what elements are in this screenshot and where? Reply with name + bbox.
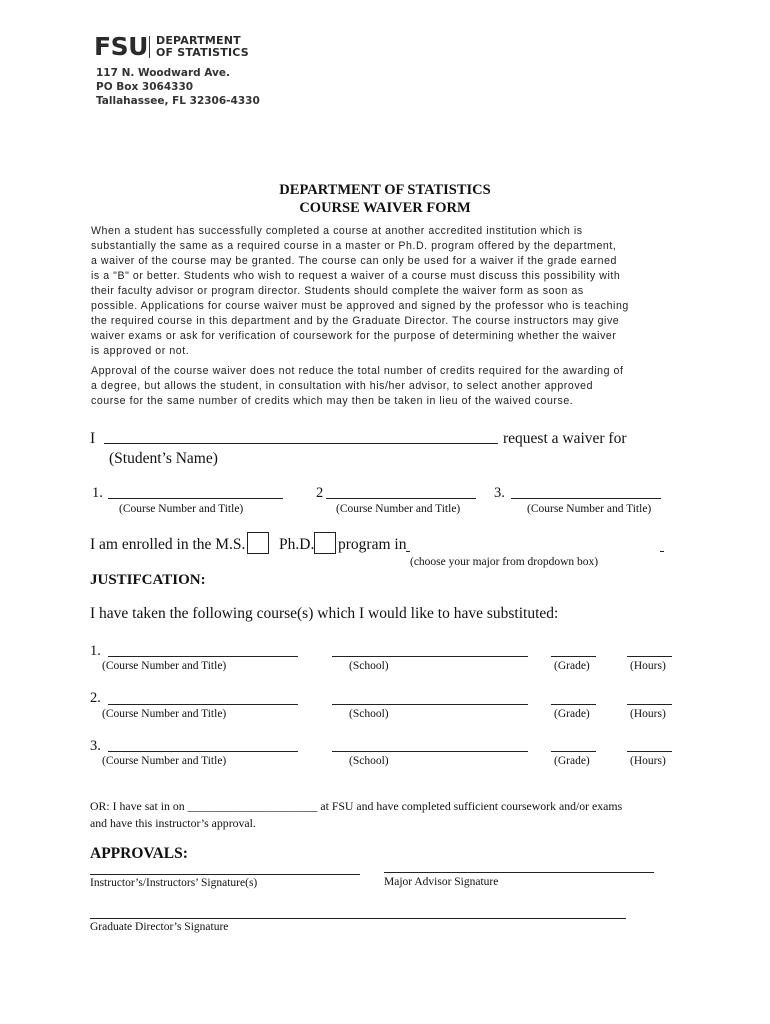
sub-grade-field-2[interactable] xyxy=(551,704,596,705)
intro-line: their faculty advisor or program director. Students should complete the waiver form as soon as xyxy=(91,285,584,297)
sub-hours-caption: (Hours) xyxy=(630,708,666,720)
fsu-logo: FSU xyxy=(94,32,148,61)
intro-line: is approved or not. xyxy=(91,345,190,357)
sub-number-1: 1. xyxy=(90,643,101,659)
major-dropdown-left[interactable] xyxy=(406,551,410,552)
form-title-2: COURSE WAIVER FORM xyxy=(299,200,471,216)
or-statement-line-2: and have this instructor’s approval. xyxy=(90,816,256,830)
logo-dept-line1: DEPARTMENT xyxy=(156,34,241,47)
intro-line: possible. Applications for course waiver must be approved and signed by the professor who is teaching xyxy=(91,300,629,312)
approval-line: Approval of the course waiver does not reduce the total number of credits required for the awarding of xyxy=(91,365,624,377)
sub-grade-field-3[interactable] xyxy=(551,751,596,752)
sub-school-field-2[interactable] xyxy=(332,704,528,705)
address-line-3: Tallahassee, FL 32306-4330 xyxy=(96,95,260,107)
student-name-caption: (Student’s Name) xyxy=(109,450,218,467)
sub-school-caption: (School) xyxy=(349,755,389,767)
form-title-1: DEPARTMENT OF STATISTICS xyxy=(279,182,491,198)
sub-hours-field-3[interactable] xyxy=(627,751,672,752)
request-suffix: request a waiver for xyxy=(503,430,627,447)
sub-school-caption: (School) xyxy=(349,660,389,672)
address-line-1: 117 N. Woodward Ave. xyxy=(96,67,230,79)
logo-department xyxy=(156,35,249,59)
sub-hours-field-1[interactable] xyxy=(627,656,672,657)
justification-heading: JUSTIFCATION: xyxy=(90,572,206,588)
sub-grade-caption: (Grade) xyxy=(554,660,590,672)
course-field-2[interactable] xyxy=(326,498,476,499)
intro-line: When a student has successfully completed a course at another accredited institution which is xyxy=(91,225,583,237)
intro-line: is a "B" or better. Students who wish to request a waiver of a course must discuss this possibility with xyxy=(91,270,621,282)
sub-grade-field-1[interactable] xyxy=(551,656,596,657)
course-field-1[interactable] xyxy=(108,498,283,499)
instructor-signature-label: Instructor’s/Instructors’ Signature(s) xyxy=(90,877,258,889)
sub-number-3: 3. xyxy=(90,738,101,754)
phd-label: Ph.D. xyxy=(279,536,315,553)
approval-paragraph xyxy=(91,364,681,409)
sub-school-caption: (School) xyxy=(349,708,389,720)
sub-hours-field-2[interactable] xyxy=(627,704,672,705)
major-dropdown-caption: (choose your major from dropdown box) xyxy=(410,556,599,568)
advisor-signature-field[interactable] xyxy=(384,872,654,873)
intro-line: the required course in this department and by the Graduate Director. The course instructors may give xyxy=(91,315,620,327)
course-number-1: 1. xyxy=(92,485,103,501)
sub-course-caption: (Course Number and Title) xyxy=(102,660,227,672)
program-label: program in xyxy=(338,536,407,553)
course-number-2: 2 xyxy=(316,485,324,501)
sub-course-caption: (Course Number and Title) xyxy=(102,755,227,767)
course-caption-3: (Course Number and Title) xyxy=(527,503,652,515)
ms-checkbox[interactable] xyxy=(247,532,269,554)
sub-school-field-3[interactable] xyxy=(332,751,528,752)
sub-grade-caption: (Grade) xyxy=(554,708,590,720)
sub-school-field-1[interactable] xyxy=(332,656,528,657)
director-signature-field[interactable] xyxy=(90,918,626,919)
course-field-3[interactable] xyxy=(511,498,661,499)
address-line-2: PO Box 3064330 xyxy=(96,81,194,93)
sub-hours-caption: (Hours) xyxy=(630,660,666,672)
major-dropdown-right[interactable] xyxy=(660,551,664,552)
enroll-prefix: I am enrolled in the M.S. xyxy=(90,536,246,553)
approval-line: course for the same number of credits which may then be taken in lieu of the waived course. xyxy=(91,395,574,407)
course-caption-2: (Course Number and Title) xyxy=(336,503,461,515)
intro-line: substantially the same as a required course in a master or Ph.D. program offered by the department, xyxy=(91,240,617,252)
intro-line: waiver exams or ask for verification of coursework for the purpose of determining whether the waiver xyxy=(91,330,617,342)
instructor-signature-field[interactable] xyxy=(90,874,360,875)
sub-hours-caption: (Hours) xyxy=(630,755,666,767)
or-statement-line-1: OR: I have sat in on ______________________ at FSU and have completed sufficient coursework and/or exams xyxy=(90,799,623,813)
approval-line: a degree, but allows the student, in consultation with his/her advisor, to select another approved xyxy=(91,380,594,392)
phd-checkbox[interactable] xyxy=(314,532,336,554)
course-caption-1: (Course Number and Title) xyxy=(119,503,244,515)
taken-text: I have taken the following course(s) which I would like to have substituted: xyxy=(90,605,559,622)
sub-course-field-2[interactable] xyxy=(108,704,298,705)
student-name-field[interactable] xyxy=(104,443,498,444)
director-signature-label: Graduate Director’s Signature xyxy=(90,921,229,933)
logo-divider xyxy=(149,36,150,58)
logo-dept-line2: OF STATISTICS xyxy=(156,46,249,59)
intro-line: a waiver of the course may be granted. The course can only be used for a waiver if the grade earned xyxy=(91,255,617,267)
sub-grade-caption: (Grade) xyxy=(554,755,590,767)
sub-course-field-1[interactable] xyxy=(108,656,298,657)
approvals-heading: APPROVALS: xyxy=(90,845,188,862)
sub-course-caption: (Course Number and Title) xyxy=(102,708,227,720)
course-number-3: 3. xyxy=(494,485,505,501)
advisor-signature-label: Major Advisor Signature xyxy=(384,876,499,888)
sub-course-field-3[interactable] xyxy=(108,751,298,752)
intro-paragraph xyxy=(91,224,681,359)
sub-number-2: 2. xyxy=(90,690,101,706)
request-prefix: I xyxy=(90,430,96,447)
